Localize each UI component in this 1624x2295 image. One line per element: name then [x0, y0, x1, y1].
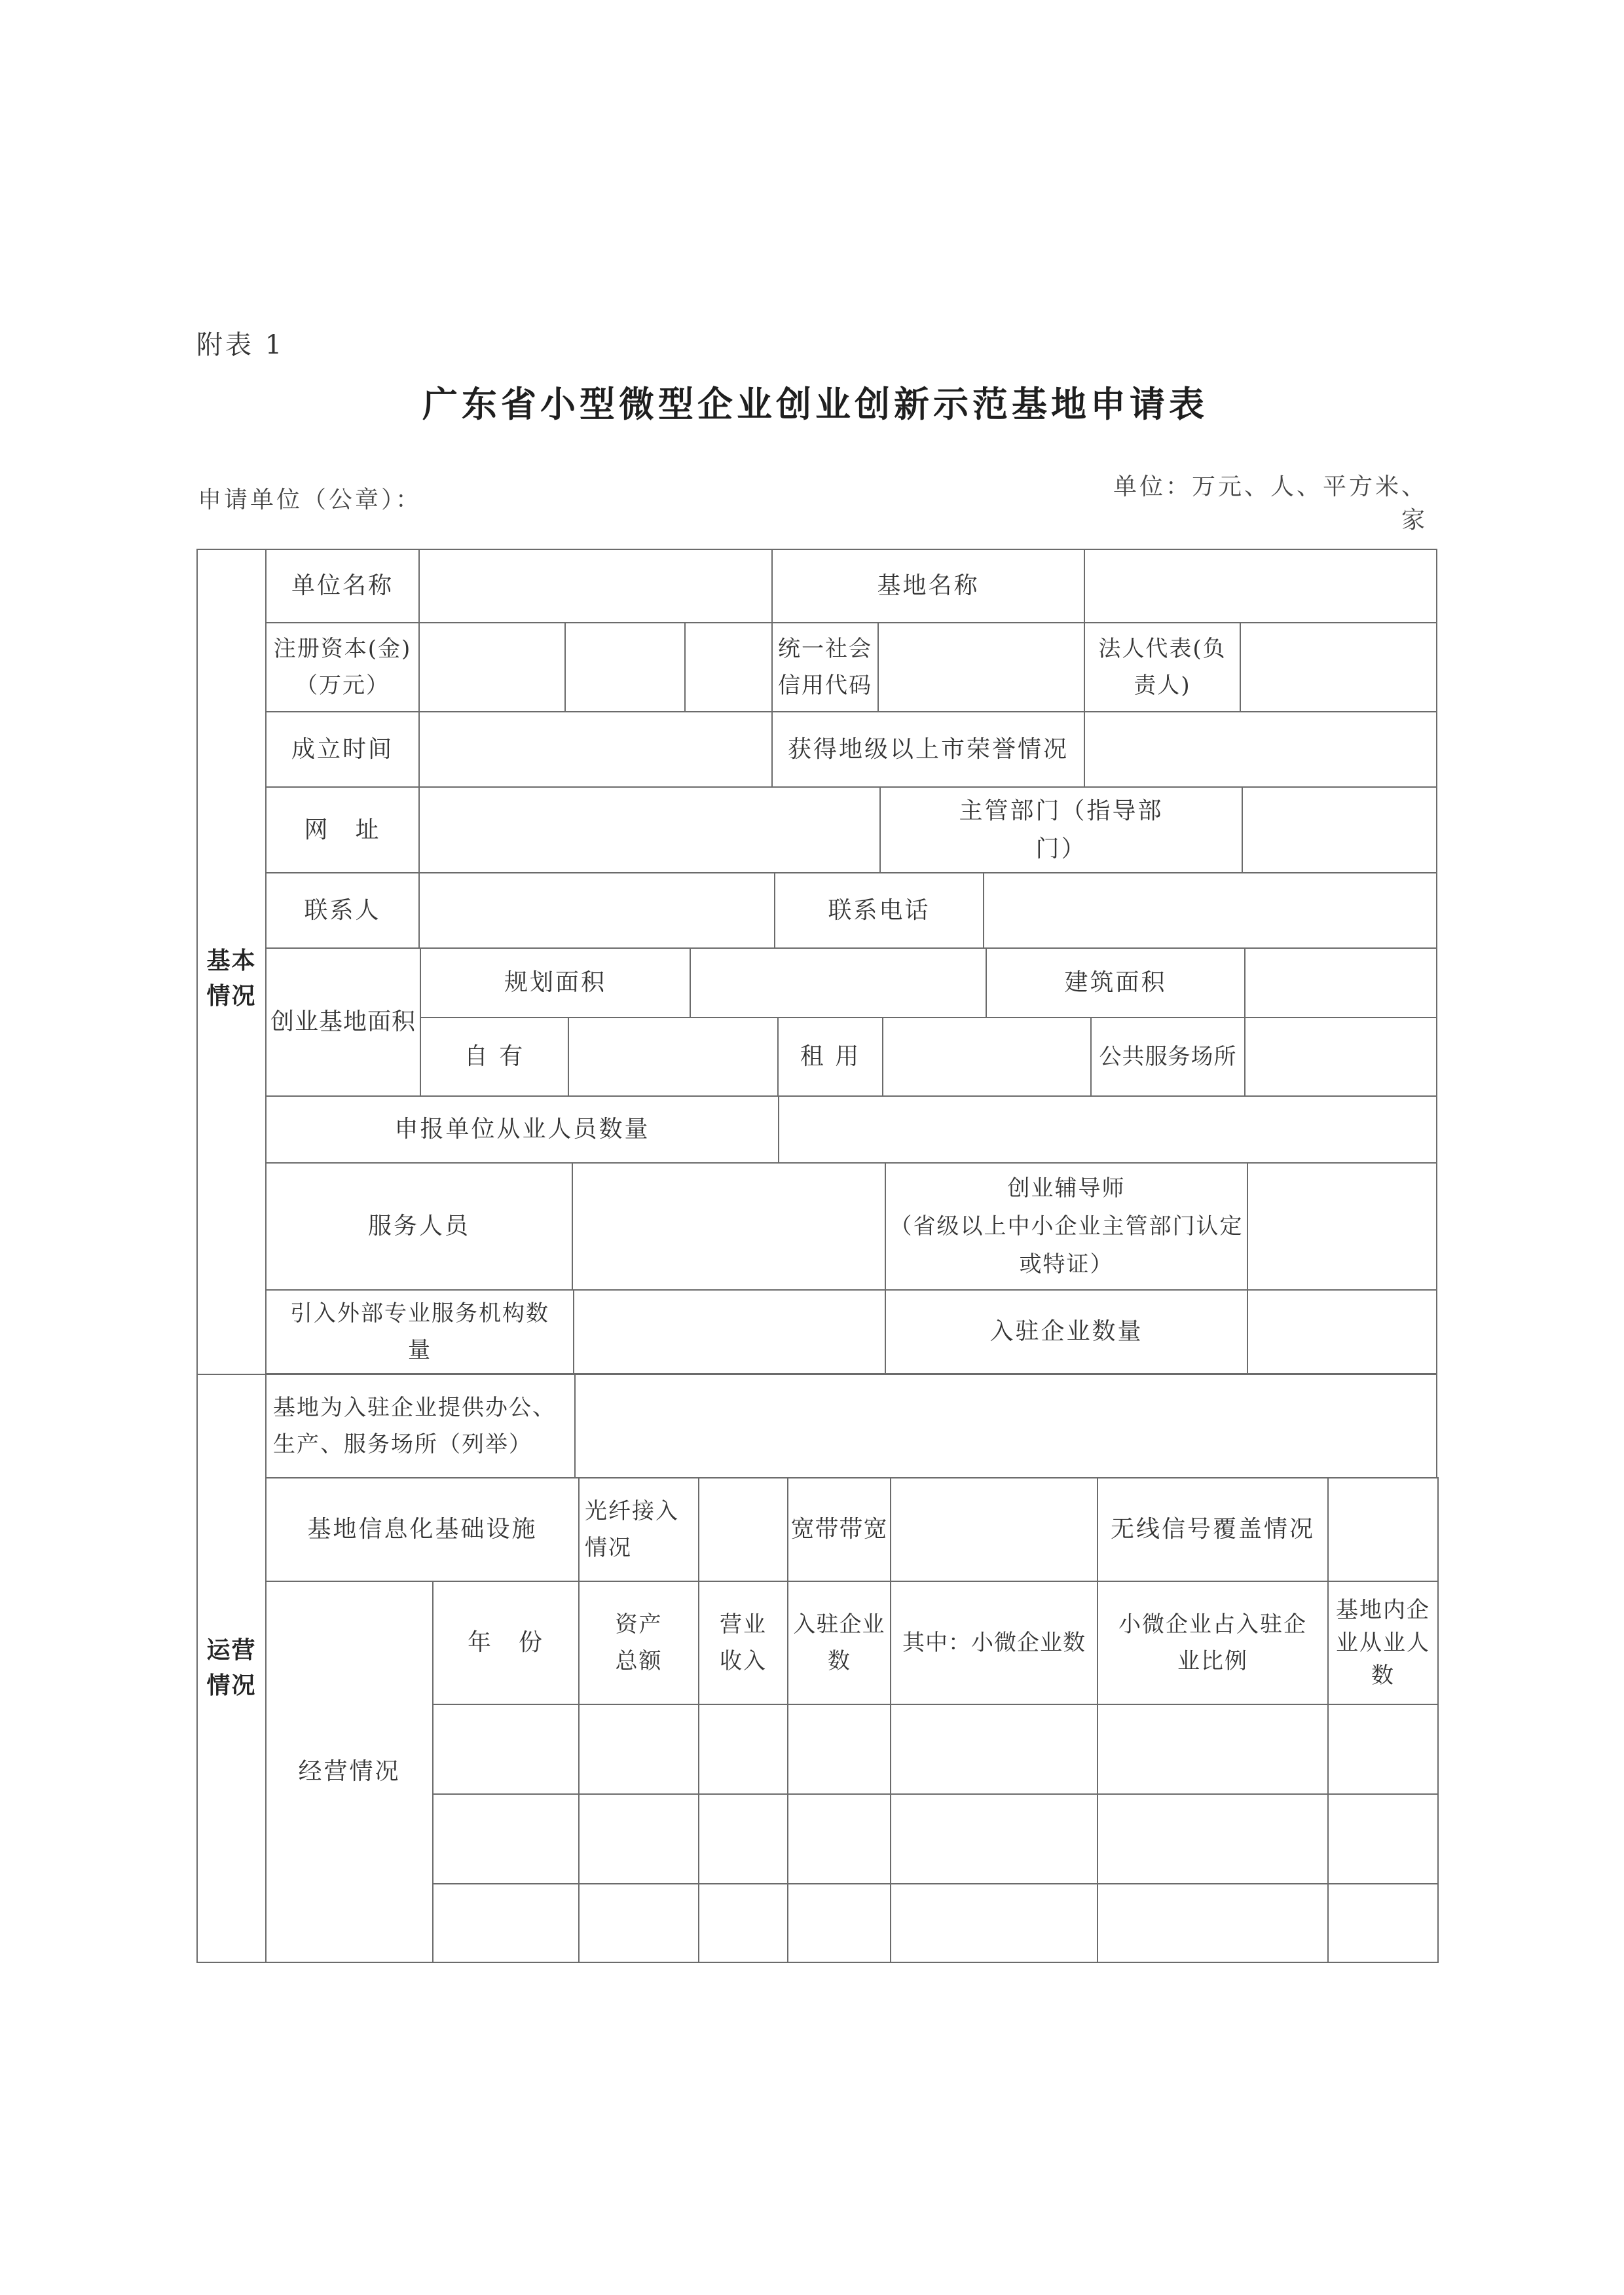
cell-base-employees[interactable] [1327, 1883, 1439, 1963]
field-facilities[interactable] [574, 1374, 1437, 1478]
units-label: 单位：万元、人、平方米、家 [1113, 473, 1428, 534]
label-base-name: 基地名称 [771, 549, 1085, 623]
label-leased: 租 用 [777, 1017, 883, 1097]
label-supervisor: 主管部门（指导部门） [879, 786, 1243, 873]
label-building-area: 建筑面积 [986, 947, 1246, 1018]
label-external-agencies: 引入外部专业服务机构数量 [265, 1289, 574, 1374]
field-resident-count[interactable] [1247, 1289, 1437, 1374]
cell-resident-enterprises[interactable] [787, 1793, 891, 1884]
field-legal-rep[interactable] [1240, 622, 1437, 712]
label-unit-name: 单位名称 [265, 549, 420, 623]
label-public-service: 公共服务场所 [1090, 1017, 1246, 1097]
field-base-name[interactable] [1084, 549, 1437, 623]
field-wireless[interactable] [1327, 1477, 1439, 1582]
cell-revenue[interactable] [698, 1793, 788, 1884]
cell-year[interactable] [432, 1704, 580, 1795]
cell-year[interactable] [432, 1883, 580, 1963]
label-staff-count: 申报单位从业人员数量 [265, 1095, 779, 1164]
label-website: 网 址 [265, 786, 420, 873]
field-website[interactable] [418, 786, 881, 873]
label-service-staff: 服务人员 [265, 1162, 573, 1291]
field-supervisor[interactable] [1242, 786, 1437, 873]
field-contact[interactable] [418, 872, 775, 949]
cell-total-assets[interactable] [578, 1704, 699, 1795]
field-planned-area[interactable] [690, 947, 987, 1018]
label-fiber: 光纤接入情况 [578, 1477, 699, 1582]
label-business: 经营情况 [265, 1581, 434, 1963]
label-facilities: 基地为入驻企业提供办公、生产、服务场所（列举） [265, 1374, 576, 1478]
label-resident-count: 入驻企业数量 [885, 1289, 1248, 1374]
col-small-micro-count: 其中：小微企业数 [890, 1581, 1098, 1705]
field-registered-capital-3[interactable] [684, 622, 773, 712]
cell-revenue[interactable] [698, 1883, 788, 1963]
page-title: 广东省小型微型企业创业创新示范基地申请表 [422, 384, 1208, 425]
field-phone[interactable] [983, 872, 1437, 949]
cell-resident-enterprises[interactable] [787, 1704, 891, 1795]
field-registered-capital-2[interactable] [564, 622, 686, 712]
label-phone: 联系电话 [774, 872, 984, 949]
cell-resident-enterprises[interactable] [787, 1883, 891, 1963]
field-service-staff[interactable] [572, 1162, 886, 1291]
label-wireless: 无线信号覆盖情况 [1097, 1477, 1329, 1582]
section-ops-label: 运营情况 [206, 1637, 257, 1699]
col-revenue: 营业收入 [698, 1581, 788, 1705]
section-basic-label: 基本情况 [206, 947, 257, 1010]
field-registered-capital-1[interactable] [418, 622, 566, 712]
cell-base-employees[interactable] [1327, 1793, 1439, 1884]
field-established[interactable] [418, 711, 773, 788]
field-leased[interactable] [882, 1017, 1092, 1097]
label-contact: 联系人 [265, 872, 420, 949]
section-basic [196, 549, 267, 1375]
field-credit-code[interactable] [877, 622, 1085, 712]
col-base-employees: 基地内企业从业人数 [1327, 1581, 1439, 1705]
cell-small-micro-count[interactable] [890, 1883, 1098, 1963]
label-it-infra: 基地信息化基础设施 [265, 1477, 580, 1582]
cell-total-assets[interactable] [578, 1883, 699, 1963]
field-staff-count[interactable] [778, 1095, 1437, 1164]
label-established: 成立时间 [265, 711, 420, 788]
field-owned[interactable] [568, 1017, 779, 1097]
field-honors[interactable] [1084, 711, 1437, 788]
label-credit-code: 统一社会信用代码 [771, 622, 879, 712]
applicant-label: 申请单位（公章）： [198, 487, 422, 513]
label-legal-rep: 法人代表(负责人) [1084, 622, 1241, 712]
col-small-micro-ratio: 小微企业占入驻企业比例 [1097, 1581, 1329, 1705]
cell-base-employees[interactable] [1327, 1704, 1439, 1795]
col-resident-enterprises: 入驻企业数 [787, 1581, 891, 1705]
field-unit-name[interactable] [418, 549, 773, 623]
label-honors: 获得地级以上市荣誉情况 [771, 711, 1085, 788]
field-external-agencies[interactable] [573, 1289, 886, 1374]
label-base-area: 创业基地面积 [265, 947, 421, 1097]
label-registered-capital: 注册资本(金)（万元） [265, 622, 420, 712]
col-year: 年 份 [432, 1581, 580, 1705]
field-public-service[interactable] [1244, 1017, 1437, 1097]
cell-revenue[interactable] [698, 1704, 788, 1795]
label-mentors-note: （省级以上中小企业主管部门认定或特证） [889, 1213, 1244, 1277]
cell-small-micro-ratio[interactable] [1097, 1793, 1329, 1884]
cell-small-micro-count[interactable] [890, 1793, 1098, 1884]
section-ops [196, 1374, 267, 1963]
field-mentors[interactable] [1247, 1162, 1437, 1291]
field-bandwidth[interactable] [890, 1477, 1098, 1582]
cell-year[interactable] [432, 1793, 580, 1884]
cell-small-micro-ratio[interactable] [1097, 1883, 1329, 1963]
field-fiber[interactable] [698, 1477, 788, 1582]
label-planned-area: 规划面积 [420, 947, 691, 1018]
label-mentors-title: 创业辅导师 [1007, 1175, 1126, 1202]
label-mentors [885, 1162, 1248, 1291]
annex-label: 附表 1 [196, 330, 285, 360]
cell-total-assets[interactable] [578, 1793, 699, 1884]
cell-small-micro-ratio[interactable] [1097, 1704, 1329, 1795]
label-bandwidth: 宽带带宽 [787, 1477, 891, 1582]
col-total-assets: 资产总额 [578, 1581, 699, 1705]
label-owned: 自 有 [420, 1017, 569, 1097]
field-building-area[interactable] [1244, 947, 1437, 1018]
cell-small-micro-count[interactable] [890, 1704, 1098, 1795]
